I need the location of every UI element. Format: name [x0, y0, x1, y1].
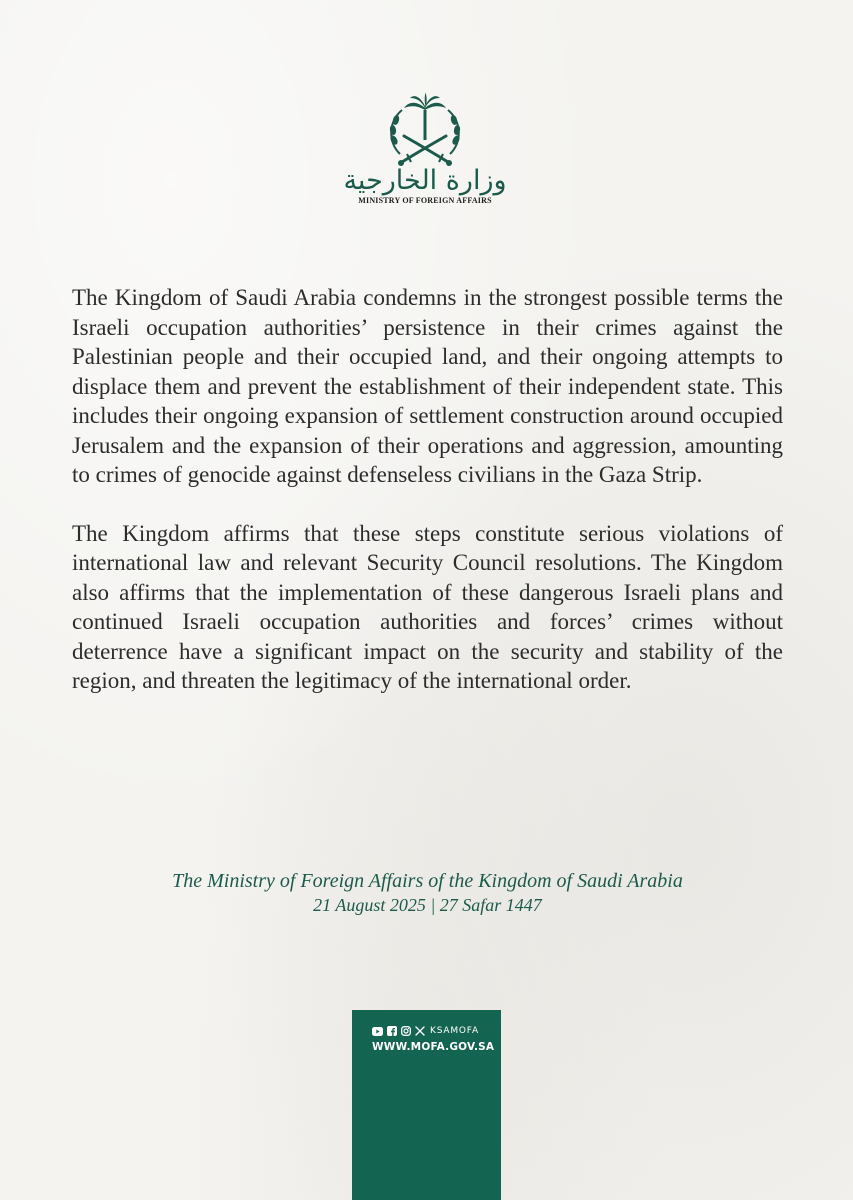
facebook-icon[interactable] — [386, 1026, 397, 1037]
palm-swords-icon — [380, 92, 470, 172]
ministry-emblem — [380, 92, 470, 172]
instagram-icon[interactable] — [400, 1026, 411, 1037]
issuer-line: The Ministry of Foreign Affairs of the Kingdom of Saudi Arabia — [172, 870, 683, 892]
footer-bar — [352, 1010, 501, 1200]
statement-body — [72, 283, 783, 725]
social-handle[interactable]: KSAMOFA — [430, 1026, 479, 1036]
ministry-arabic-name: وزارة الخارجية — [343, 165, 507, 196]
statement-paragraph: The Kingdom affirms that these steps constitute serious violations of international law and relevant Security Council resolutions. The Kingdom also affirms that the implementation of these dangerous Israeli plans and continued Israeli occupation authorities and forces’ crimes without deterrence have a significant impact on the security and stability of the region, and threaten the legitimacy of the international order. — [72, 520, 783, 693]
youtube-icon[interactable] — [372, 1026, 383, 1037]
ministry-english-name: MINISTRY OF FOREIGN AFFAIRS — [358, 196, 492, 205]
statement-paragraph: The Kingdom of Saudi Arabia condemns in the strongest possible terms the Israeli occupation authorities’ persistence in their crimes against the Palestinian people and their occupied land, and their ongoing attempts to displace them and prevent the establishment of their independent state. This includes their ongoing expansion of settlement construction around occupied Jerusalem and the expansion of their operations and aggression, amounting to crimes of genocide against defenseless civilians in the Gaza Strip. — [72, 285, 783, 487]
date-line: 21 August 2025 | 27 Safar 1447 — [313, 895, 542, 915]
social-links — [372, 1024, 479, 1038]
x-icon[interactable] — [414, 1026, 425, 1037]
website-link[interactable]: WWW.MOFA.GOV.SA — [372, 1041, 495, 1053]
signature-block — [72, 868, 783, 916]
